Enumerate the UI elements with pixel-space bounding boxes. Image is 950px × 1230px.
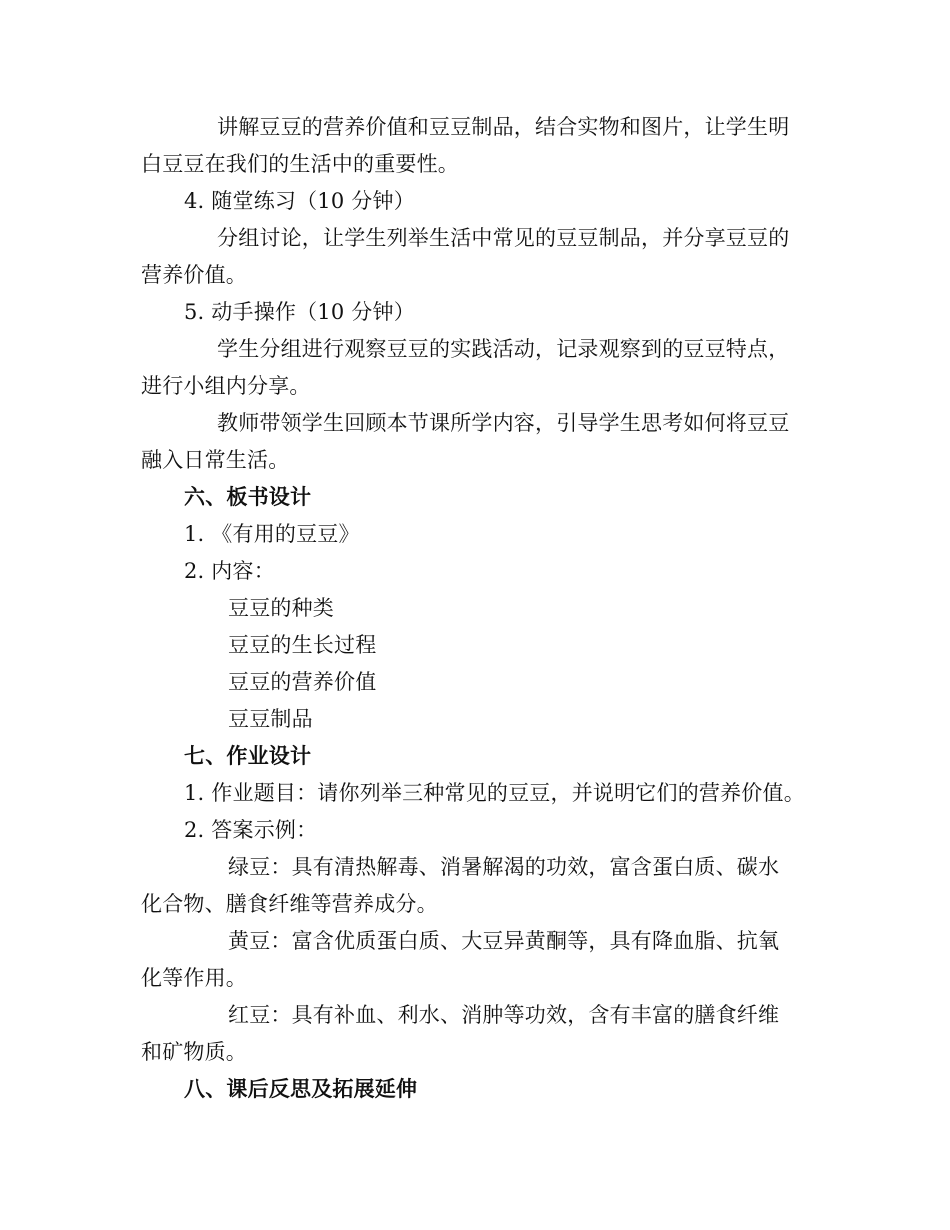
- answer-line: 化合物、膳食纤维等营养成分。: [141, 892, 438, 916]
- paragraph-line: 融入日常生活。: [141, 448, 290, 472]
- section-heading: 六、板书设计: [184, 485, 312, 509]
- section-heading: 七、作业设计: [184, 744, 312, 768]
- sub-item: 豆豆的生长过程: [228, 633, 377, 657]
- answer-line: 黄豆：富含优质蛋白质、大豆异黄酮等，具有降血脂、抗氧: [228, 929, 780, 953]
- answer-line: 红豆：具有补血、利水、消肿等功效，含有丰富的膳食纤维: [228, 1003, 780, 1027]
- sub-item: 豆豆的种类: [228, 596, 334, 620]
- answer-line: 化等作用。: [141, 966, 247, 990]
- answer-line: 和矿物质。: [141, 1040, 247, 1064]
- list-item: 1. 作业题目：请你列举三种常见的豆豆，并说明它们的营养价值。: [184, 781, 805, 805]
- paragraph-line: 讲解豆豆的营养价值和豆豆制品，结合实物和图片，让学生明: [217, 115, 790, 139]
- list-item: 2. 答案示例：: [184, 818, 318, 842]
- sub-item: 豆豆制品: [228, 707, 313, 731]
- list-item: 1. 《有用的豆豆》: [184, 522, 360, 546]
- sub-item: 豆豆的营养价值: [228, 670, 377, 694]
- paragraph-line: 白豆豆在我们的生活中的重要性。: [141, 152, 459, 176]
- section-heading: 八、课后反思及拓展延伸: [184, 1077, 418, 1101]
- paragraph-line: 进行小组内分享。: [141, 374, 311, 398]
- paragraph-line: 营养价值。: [141, 263, 247, 287]
- list-item: 2. 内容：: [184, 559, 275, 583]
- answer-line: 绿豆：具有清热解毒、消暑解渴的功效，富含蛋白质、碳水: [228, 855, 780, 879]
- paragraph-line: 分组讨论，让学生列举生活中常见的豆豆制品，并分享豆豆的: [217, 226, 790, 250]
- list-item: 5. 动手操作（10 分钟）: [184, 300, 415, 324]
- paragraph-line: 学生分组进行观察豆豆的实践活动，记录观察到的豆豆特点，: [217, 337, 790, 361]
- list-item: 4. 随堂练习（10 分钟）: [184, 189, 415, 213]
- paragraph-line: 教师带领学生回顾本节课所学内容，引导学生思考如何将豆豆: [217, 411, 790, 435]
